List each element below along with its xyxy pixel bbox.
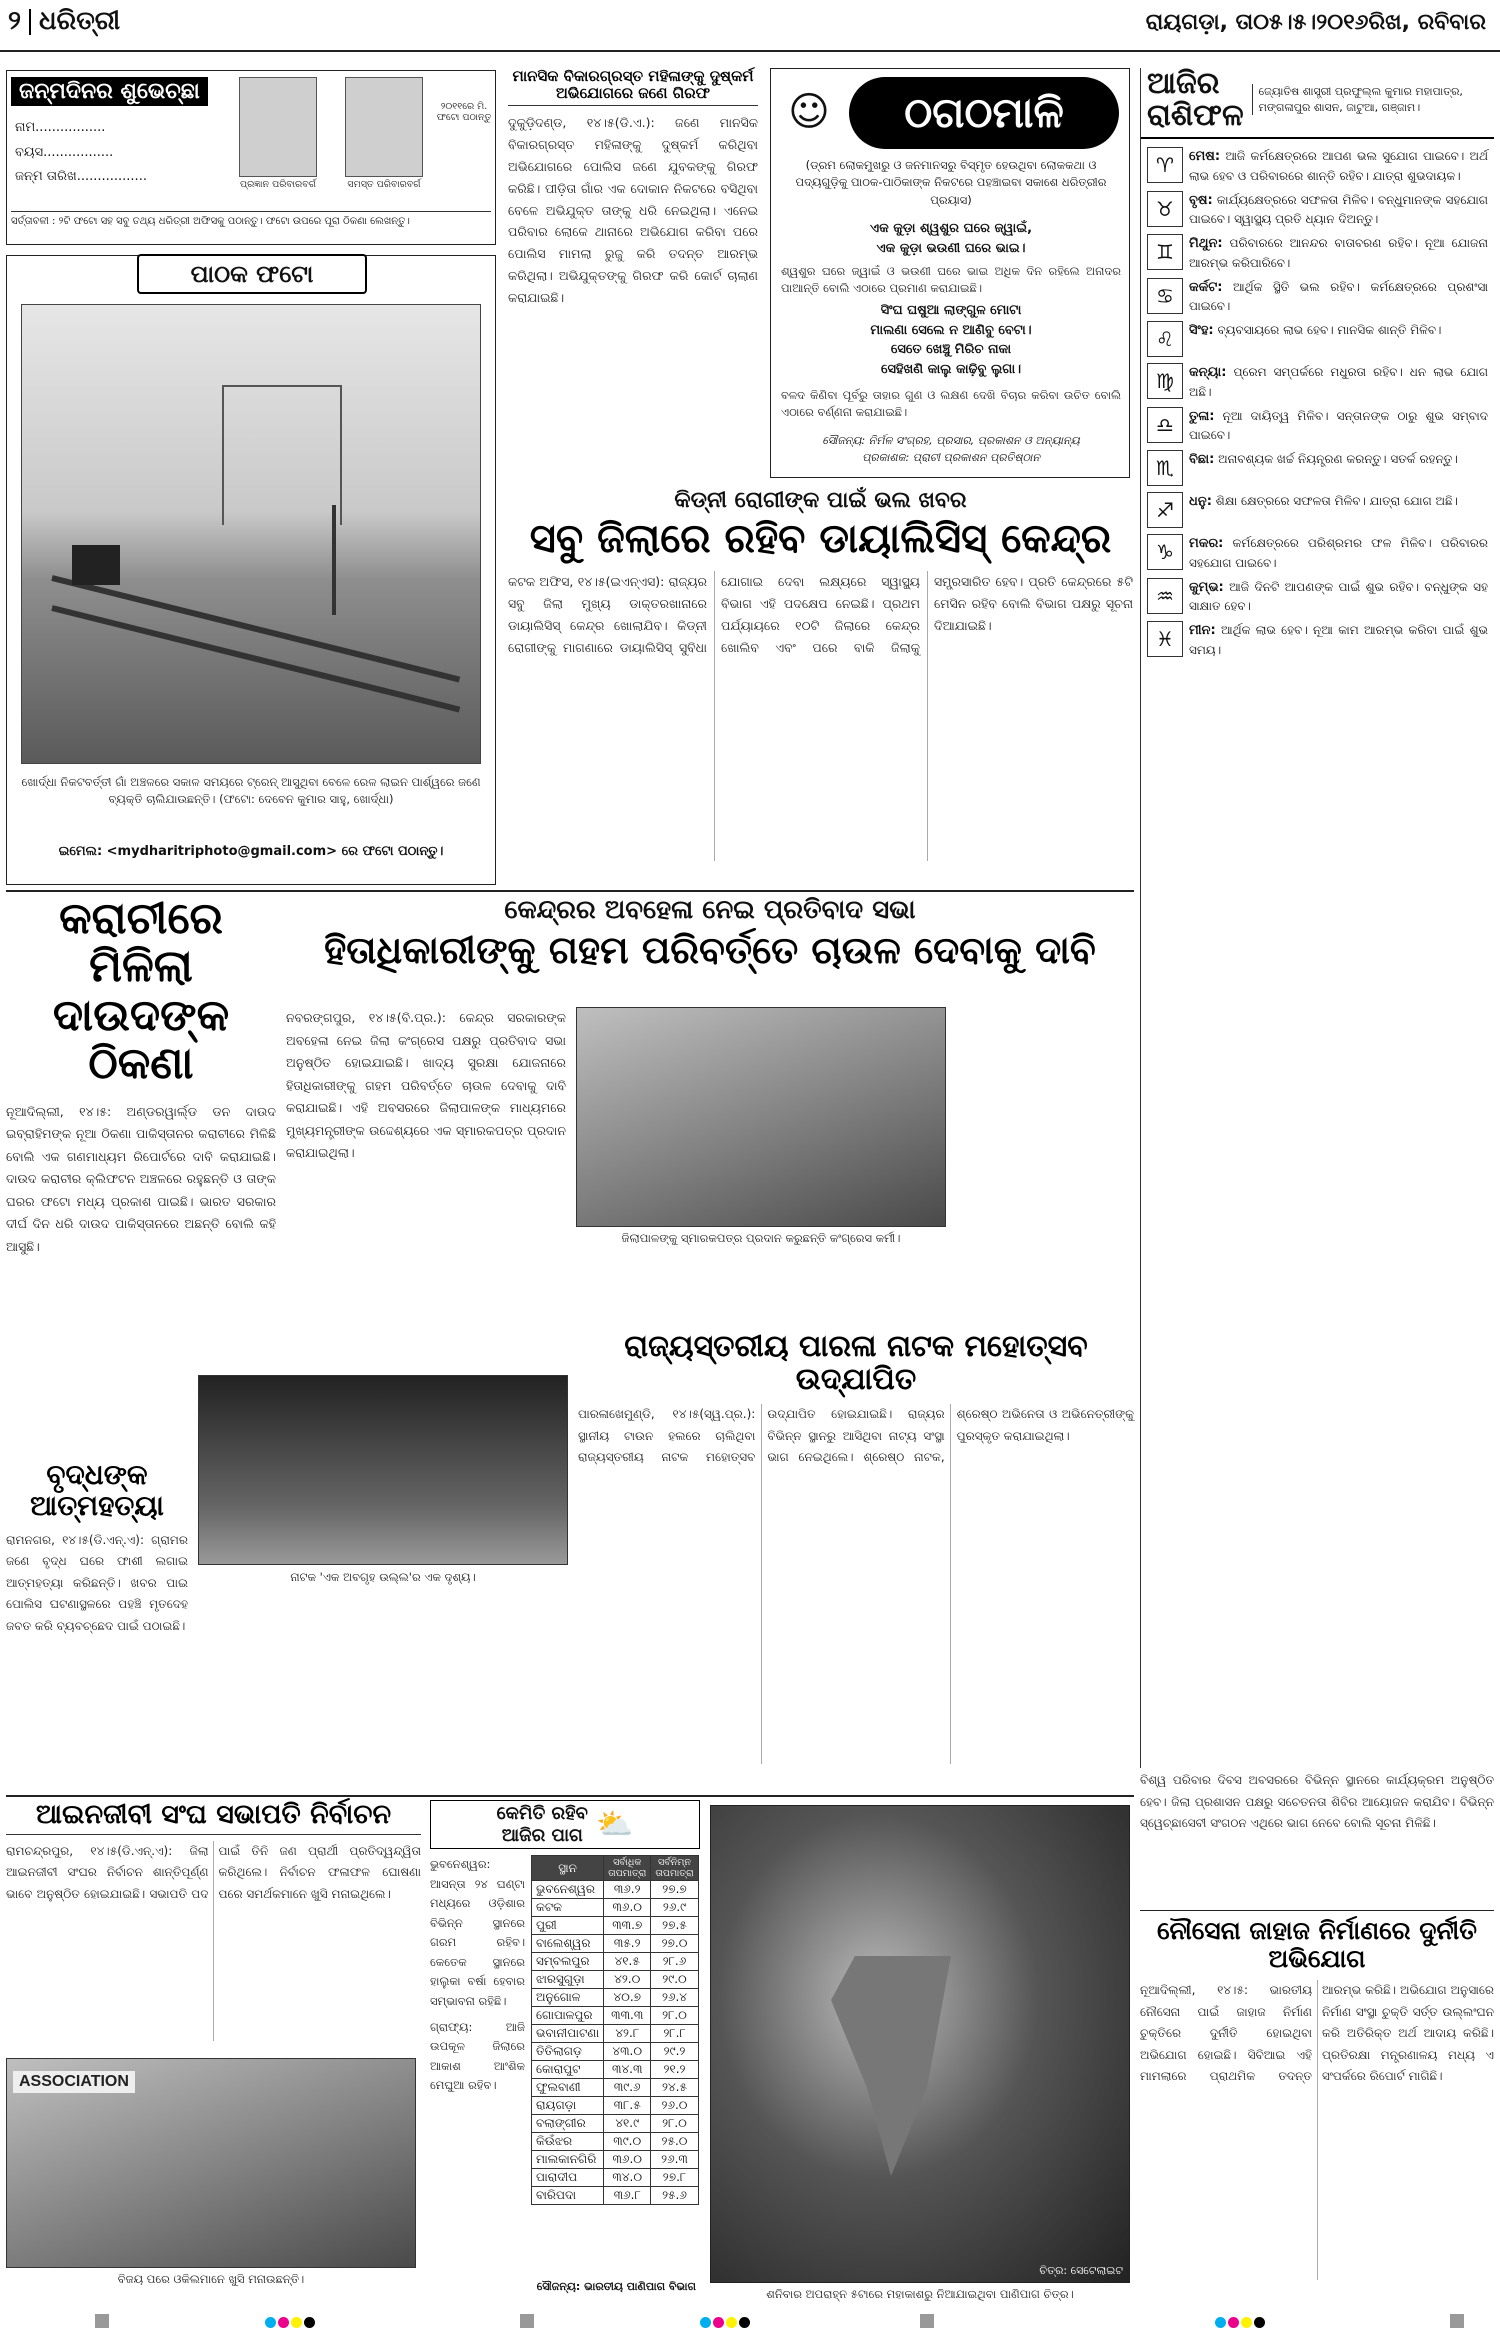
rashi-text: [1189, 147, 1488, 185]
rashi-desc: ଅନାବଶ୍ୟକ ଖର୍ଚ୍ଚ ନିୟନ୍ତ୍ରଣ କରନ୍ତୁ। ସତର୍କ ରହନ୍ତୁ।: [1218, 452, 1458, 466]
suicide-article: [6, 1460, 188, 1790]
rashi-text: [1189, 191, 1488, 229]
verse-1: ଏକ କୁଡ଼ା ଶ୍ୱଶୁର ଘରେ ଜ୍ୱାଇଁ,: [869, 221, 1033, 236]
place-cell: କିଉଁଝର: [532, 2133, 604, 2151]
association-sign: ASSOCIATION: [13, 2071, 135, 2093]
col-min: ସର୍ବନିମ୍ନ ତାପମାତ୍ରା: [651, 1856, 698, 1881]
drama-body: ପାରଳାଖେମୁଣ୍ଡି, ୧୪।୫(ସ୍ୱ.ପ୍ର.): ସ୍ଥାନୀୟ ଟାଉନ ହଲରେ ଚାଲିଥିବା ରାଜ୍ୟସ୍ତରୀୟ ନାଟକ ମହୋତ୍ସବ ଉଦ୍ଯାପିତ ହୋଇଯାଇଛି। ରାଜ୍ୟର ବିଭିନ୍ନ ସ୍ଥାନରୁ ଆସିଥିବା ନାଟ୍ୟ ସଂସ୍ଥା ଭାଗ ନେଇଥିଲେ। ଶ୍ରେଷ୍ଠ ନାଟକ, ଶ୍ରେଷ୍ଠ ଅଭିନେତା ଓ ଅଭିନେତ୍ରୀଙ୍କୁ ପୁରସ୍କୃତ କରାଯାଇଥିଲା।: [578, 1407, 1134, 1465]
max-temp-cell: ୪୦.୭: [604, 1989, 651, 2007]
weather-row: [532, 2043, 699, 2061]
max-temp-cell: ୪୨.୦: [604, 1971, 651, 1989]
min-temp-cell: ୨୮.୮: [651, 2025, 698, 2043]
rashi-name: ତୁଳା:: [1189, 408, 1215, 424]
ram-icon: ♈: [1147, 147, 1183, 183]
weather-source: ସୌଜନ୍ୟ: ଭାରତୀୟ ପାଣିପାଗ ବିଭାଗ: [536, 2280, 696, 2293]
fish-icon: ♓: [1147, 621, 1183, 657]
reg-box-3: [920, 2313, 934, 2332]
archer-icon: ♐: [1147, 492, 1183, 528]
rail-line: [51, 575, 460, 682]
rashi-desc: ପ୍ରେମ ସମ୍ପର୍କରେ ମଧୁରତା ରହିବ। ଧନ ଲାଭ ଯୋଗ ଅଛି।: [1189, 365, 1488, 399]
rail-line-2: [51, 605, 460, 712]
place-cell: ଭବାନୀପାଟଣା: [532, 2025, 604, 2043]
min-temp-cell: ୨୬.୯: [651, 1899, 698, 1917]
drama-photo-caption: ନାଟକ 'ଏକ ଅବଗୃହ ଉଲ୍ଲ'ର ଏକ ଦୃଶ୍ୟ।: [290, 1570, 476, 1584]
weather-title: [497, 1803, 588, 1846]
dateline: ରାୟଗଡ଼ା, ତା୦୫।୫।୨୦୧୬ରିଖ, ରବିବାର: [1145, 10, 1486, 35]
weather-intro-text: ଭୁବନେଶ୍ୱର: ଆସନ୍ତା ୨୪ ଘଣ୍ଟା ମଧ୍ୟରେ ଓଡ଼ିଶାର ବିଭିନ୍ନ ସ୍ଥାନରେ ଗରମ ରହିବ। କେତେକ ସ୍ଥାନରେ ହାଲୁକା ବର୍ଷା ହେବାର ସମ୍ଭାବନା ରହିଛି।: [430, 1857, 525, 2009]
thattamali-body-2: ବଳଦ କିଣିବା ପୂର୍ବରୁ ତାହାର ଗୁଣ ଓ ଲକ୍ଷଣ ଦେଖି ବିଚାର କରିବା ଉଚିତ ବୋଲି ଏଠାରେ ବର୍ଣ୍ଣନା କରାଯାଇଛି।: [781, 388, 1121, 420]
mascot-icon: ☺: [788, 89, 830, 135]
weather-row: [532, 1989, 699, 2007]
rashi-name: ବୃଷ:: [1189, 192, 1213, 208]
rashi-desc: କର୍ମକ୍ଷେତ୍ରରେ ପରିଶ୍ରମର ଫଳ ମିଳିବ। ପରିବାରର ସହଯୋଗ ପାଇବେ।: [1189, 536, 1488, 570]
birthday-field-name: ନାମ.................: [15, 120, 106, 135]
navy-body: ନୂଆଦିଲ୍ଲୀ, ୧୪।୫: ଭାରତୀୟ ନୌସେନା ପାଇଁ ଜାହାଜ ନିର୍ମାଣ ଚୁକ୍ତିରେ ଦୁର୍ନୀତି ହୋଇଥିବା ଅଭିଯୋଗ ହୋଇଛି। ସିବିଆଇ ଏହି ମାମଲାରେ ପ୍ରାଥମିକ ତଦନ୍ତ ଆରମ୍ଭ କରିଛି। ଅଭିଯୋଗ ଅନୁସାରେ ନିର୍ମାଣ ସଂସ୍ଥା ଚୁକ୍ତି ସର୍ତ୍ତ ଉଲ୍ଲଂଘନ କରି ଅତିରିକ୍ତ ଅର୍ଥ ଆଦାୟ କରିଛି। ପ୍ରତିରକ୍ଷା ମନ୍ତ୍ରଣାଳୟ ମଧ୍ୟ ଏ ସଂପର୍କରେ ରିପୋର୍ଟ ମାଗିଛି।: [1140, 1983, 1494, 2084]
misc-news: ବିଶ୍ୱ ପରିବାର ଦିବସ ଅବସରରେ ବିଭିନ୍ନ ସ୍ଥାନରେ କାର୍ଯ୍ୟକ୍ରମ ଅନୁଷ୍ଠିତ ହେବ। ଜିଲା ପ୍ରଶାସନ ପକ୍ଷରୁ ସଚେତନତା ଶିବିର ଆୟୋଜନ କରାଯିବ। ବିଭିନ୍ନ ସ୍ୱେଚ୍ଛାସେବୀ ସଂଗଠନ ଏଥିରେ ଭାଗ ନେବେ ବୋଲି ସୂଚନା ମିଳିଛି।: [1140, 1773, 1494, 1831]
rashi-desc: ପରିବାରରେ ଆନନ୍ଦର ବାତାବରଣ ରହିବ। ନୂଆ ଯୋଜନା ଆରମ୍ଭ କରିପାରିବେ।: [1189, 236, 1488, 270]
rashi-item: [1147, 191, 1488, 229]
place-cell: ମାଲକାନଗିରି: [532, 2151, 604, 2169]
max-temp-cell: ୪୩.୦: [604, 2043, 651, 2061]
header-rule: [0, 50, 1500, 52]
rashi-item: [1147, 534, 1488, 572]
rashi-desc: ଶିକ୍ଷା କ୍ଷେତ୍ରରେ ସଫଳତା ମିଳିବ। ଯାତ୍ରା ଯୋଗ ଅଛି।: [1215, 494, 1458, 508]
birthday-title: ଜନ୍ମଦିନର ଶୁଭେଚ୍ଛା: [11, 77, 208, 106]
rashi-text: [1189, 234, 1488, 272]
dialysis-article: [508, 488, 1133, 888]
place-cell: ତିତିଲାଗଡ଼: [532, 2043, 604, 2061]
place-cell: ରାୟଗଡ଼ା: [532, 2097, 604, 2115]
rashi-item: [1147, 621, 1488, 659]
lion-icon: ♌: [1147, 321, 1183, 357]
verse-3: ସିଂଘ ଘଷୁଆ ଲାଙ୍ଗୁଳ ମୋଟା: [880, 303, 1022, 318]
scorpion-icon: ♏: [1147, 450, 1183, 486]
kid-caption-2: ସମସ୍ତ ପରିବାରବର୍ଗ: [347, 179, 421, 190]
thattamali-box: [770, 68, 1130, 478]
max-temp-cell: ୩୪.୩: [604, 2061, 651, 2079]
min-temp-cell: ୨୪.୫: [651, 2079, 698, 2097]
reg-box-4: [1450, 2313, 1464, 2332]
rashiphala-header: [1141, 68, 1494, 139]
scales-icon: ♎: [1147, 407, 1183, 443]
lawyers-body: ରାମଚନ୍ଦ୍ରପୁର, ୧୪।୫(ଡି.ଏନ୍.ଏ): ଜିଲା ଆଇନଜୀବୀ ସଂଘର ନିର୍ବାଚନ ଶାନ୍ତିପୂର୍ଣ୍ଣ ଭାବେ ଅନୁଷ୍ଠିତ ହୋଇଯାଇଛି। ସଭାପତି ପଦ ପାଇଁ ତିନି ଜଣ ପ୍ରାର୍ଥୀ ପ୍ରତିଦ୍ୱନ୍ଦ୍ୱିତା କରିଥିଲେ। ନିର୍ବାଚନ ଫଳାଫଳ ଘୋଷଣା ପରେ ସମର୍ଥକମାନେ ଖୁସି ମନାଇଥିଲେ।: [6, 1843, 421, 1901]
rashi-text: [1189, 321, 1441, 357]
registration-marks: [0, 2311, 1500, 2331]
min-temp-cell: ୨୫.୬: [651, 2187, 698, 2205]
rashi-item: [1147, 407, 1488, 445]
satellite-image: [710, 1805, 1130, 2283]
weather-row: [532, 2187, 699, 2205]
weather-table: [531, 1855, 699, 2205]
weather-row: [532, 1917, 699, 1935]
rashi-text: [1189, 407, 1488, 445]
verse-5: ସେତେ ଖେଞ୍ଚୁ ମିରିଚ ନାକା: [890, 342, 1012, 357]
tower: [222, 385, 342, 525]
reg-box-1: [95, 2313, 109, 2332]
rashi-name: କର୍କଟ:: [1189, 279, 1223, 295]
kid-caption-3: ୨୦୧୧ରେ ମି. ଫଟୋ ପଠାନ୍ତୁ: [436, 101, 492, 123]
max-temp-cell: ୪୧.୯: [604, 2115, 651, 2133]
weather-row: [532, 2061, 699, 2079]
rashi-name: ମିଥୁନ:: [1189, 236, 1223, 251]
rule-mid-1: [6, 890, 1134, 892]
pathak-photo-title: ପାଠକ ଫଟୋ: [137, 254, 367, 294]
thattamali-verse-a: [781, 219, 1121, 258]
rashi-item: [1147, 363, 1488, 401]
rashiphala-title-2: ରାଶିଫଳ: [1147, 97, 1244, 133]
rashi-item: [1147, 278, 1488, 316]
rashi-desc: ଆଜି ଦିନଟି ଆପଣଙ୍କ ପାଇଁ ଶୁଭ ରହିବ। ବନ୍ଧୁଙ୍କ ସହ ସାକ୍ଷାତ ହେବ।: [1189, 579, 1488, 613]
mental-body: ଦୁକୁଡ଼ିଦଣ୍ଡ, ୧୪।୫(ଡି.ଏ.): ଜଣେ ମାନସିକ ବିକାରଗ୍ରସ୍ତ ମହିଳାଙ୍କୁ ଦୁଷ୍କର୍ମ କରିଥିବା ଅଭିଯୋଗରେ ପୋଲିସ ଜଣେ ଯୁବକଙ୍କୁ ଗିରଫ କରିଛି। ପୀଡ଼ିତା ଗାଁର ଏକ ଦୋକାନ ନିକଟରେ ବସିଥିବା ବେଳେ ଅଭିଯୁକ୍ତ ତାଙ୍କୁ ଧରି ନେଇଥିଲା। ଏନେଇ ପରିବାର ଲୋକେ ଥାନାରେ ଅଭିଯୋଗ କରିବା ପରେ ପୋଲିସ ମାମଲା ରୁଜୁ କରି ତଦନ୍ତ ଆରମ୍ଭ କରିଥିଲା। ଅଭିଯୁକ୍ତଙ୍କୁ ଗିରଫ କରି କୋର୍ଟ ଚାଲାଣ କରାଯାଇଛି।: [508, 115, 758, 305]
crab-icon: ♋: [1147, 278, 1183, 314]
suicide-body: ରାମନଗର, ୧୪।୫(ଡି.ଏନ୍.ଏ): ଗ୍ରାମର ଜଣେ ବୃଦ୍ଧ ଘରେ ଫାଶୀ ଲଗାଇ ଆତ୍ମହତ୍ୟା କରିଛନ୍ତି। ଖବର ପାଇ ପୋଲିସ ଘଟଣାସ୍ଥଳରେ ପହଞ୍ଚି ମୃତଦେହ ଜବତ କରି ବ୍ୟବଚ୍ଛେଦ ପାଇଁ ପଠାଇଛି।: [6, 1532, 188, 1633]
rashi-name: ମକର:: [1189, 536, 1224, 551]
rashi-item: [1147, 578, 1488, 616]
kid-photo-2: [345, 77, 423, 177]
place-cell: ଅନୁଗୋଳ: [532, 1989, 604, 2007]
place-cell: ସମ୍ବଲପୁର: [532, 1953, 604, 1971]
max-temp-cell: ୩୩.୩: [604, 2007, 651, 2025]
weather-row: [532, 2025, 699, 2043]
max-temp-cell: ୩୫.୨: [604, 1935, 651, 1953]
twins-icon: ♊: [1147, 234, 1183, 270]
karachi-headline: [6, 895, 276, 1089]
rashi-desc: କାର୍ଯ୍ୟକ୍ଷେତ୍ରରେ ସଫଳତା ମିଳିବ। ବନ୍ଧୁମାନଙ୍କ ସହଯୋଗ ପାଇବେ। ସ୍ୱାସ୍ଥ୍ୟ ପ୍ରତି ଧ୍ୟାନ ଦିଅନ୍ତୁ।: [1189, 192, 1488, 226]
place-cell: ବାଲେଶ୍ୱର: [532, 1935, 604, 1953]
place-cell: ଫୁଲବାଣୀ: [532, 2079, 604, 2097]
col-place: ସ୍ଥାନ: [532, 1856, 604, 1881]
max-temp-cell: ୪୨.୮: [604, 2025, 651, 2043]
rashi-desc: ଆଜି କର୍ମକ୍ଷେତ୍ରରେ ଆପଣ ଭଲ ସୁଯୋଗ ପାଇବେ। ଅର୍ଥ ଲାଭ ହେବ ଓ ପରିବାରରେ ଶାନ୍ତି ରହିବ। ଯାତ୍ରା ଶୁଭଦାୟକ।: [1189, 149, 1488, 183]
lawyers-article: [6, 1800, 421, 2300]
navy-article: [1140, 1910, 1494, 2300]
sun-cloud-icon: ⛅: [595, 1807, 634, 1843]
dialysis-body: କଟକ ଅଫିସ, ୧୪।୫(ଇଏନ୍ଏସ): ରାଜ୍ୟର ସବୁ ଜିଲା ମୁଖ୍ୟ ଡାକ୍ତରଖାନାରେ ଡାୟାଲିସିସ୍ କେନ୍ଦ୍ର ଖୋଲାଯିବ। କିଡ୍ନୀ ରୋଗୀଙ୍କୁ ମାଗଣାରେ ଡାୟାଲିସିସ୍ ସୁବିଧା ଯୋଗାଇ ଦେବା ଲକ୍ଷ୍ୟରେ ସ୍ୱାସ୍ଥ୍ୟ ବିଭାଗ ଏହି ପଦକ୍ଷେପ ନେଇଛି। ପ୍ରଥମ ପର୍ଯ୍ୟାୟରେ ୧୦ଟି ଜିଲାରେ କେନ୍ଦ୍ର ଖୋଲିବ ଏବଂ ପରେ ବାକି ଜିଲାକୁ ସମ୍ପ୍ରସାରିତ ହେବ। ପ୍ରତି କେନ୍ଦ୍ରରେ ୫ଟି ମେସିନ ରହିବ ବୋଲି ବିଭାଗ ପକ୍ଷରୁ ସୂଚନା ଦିଆଯାଇଛି।: [508, 574, 1133, 655]
virgo-icon: ♍: [1147, 363, 1183, 399]
verse-6: ସେହିଖଣି କାଲୁ କାଢ଼ିବୁ ଲୁଗା।: [880, 361, 1022, 377]
rashi-text: [1189, 621, 1488, 659]
thattamali-body: ଶ୍ୱଶୁର ଘରେ ଜ୍ୱାଇଁ ଓ ଭଉଣୀ ଘରେ ଭାଇ ଅଧିକ ଦିନ ରହିଲେ ଅନାଦର ପାଆନ୍ତି ବୋଲି ଏଠାରେ ପ୍ରମାଣ କରାଯାଇଛି।: [781, 264, 1121, 296]
bull-icon: ♉: [1147, 191, 1183, 227]
weather-row: [532, 2007, 699, 2025]
birthday-box: [6, 70, 496, 245]
page-number: ୨: [8, 6, 21, 36]
drama-photo: [198, 1375, 568, 1565]
rashiphala-title: [1147, 68, 1244, 131]
rashi-desc: ଆର୍ଥିକ ସ୍ଥିତି ଭଲ ରହିବ। କର୍ମକ୍ଷେତ୍ରରେ ପ୍ରଶଂସା ପାଇବେ।: [1189, 279, 1488, 313]
weather-row: [532, 2115, 699, 2133]
protest-article: [286, 895, 1134, 1295]
rashi-name: କୁମ୍ଭ:: [1189, 579, 1224, 595]
min-temp-cell: ୨୬.୦: [651, 2097, 698, 2115]
reg-box-2: [520, 2313, 534, 2332]
dialysis-kicker: କିଡ୍ନୀ ରୋଗୀଙ୍କ ପାଇଁ ଭଲ ଖବର: [674, 488, 967, 513]
weather-title-1: କେମିତି ରହିବ: [496, 1803, 588, 1824]
rashi-item: [1147, 492, 1488, 528]
thattamali-title: ଠଗଠମାଳି: [849, 77, 1119, 149]
pathak-email-line: ଇମେଲ: <mydharitriphoto@gmail.com> ରେ ଫଟୋ ପଠାନ୍ତୁ।: [58, 844, 444, 859]
rule-mid-2: [6, 1795, 1134, 1797]
max-temp-cell: ୪୧.୫: [604, 1953, 651, 1971]
rashi-name: ସିଂହ:: [1189, 323, 1214, 338]
kid-photo-1: [239, 77, 317, 177]
train-engine: [72, 545, 120, 585]
reg-dots-2: [700, 2313, 752, 2332]
place-cell: ପୁରୀ: [532, 1917, 604, 1935]
rashi-text: [1189, 278, 1488, 316]
min-temp-cell: ୨୮.୦: [651, 2115, 698, 2133]
min-temp-cell: ୨୫.୦: [651, 2133, 698, 2151]
karachi-headline-2: ଦାଉଦଙ୍କ ଠିକଣା: [52, 989, 230, 1090]
rashi-name: ମୀନ:: [1189, 623, 1216, 638]
rashi-text: [1189, 578, 1488, 616]
rashi-text: [1189, 450, 1458, 486]
weather-row: [532, 2097, 699, 2115]
place-cell: କଟକ: [532, 1899, 604, 1917]
rashi-desc: ନୂଆ ଦାୟିତ୍ୱ ମିଳିବ। ସନ୍ତାନଙ୍କ ଠାରୁ ଶୁଭ ସମ୍ବାଦ ପାଇବେ।: [1189, 408, 1488, 442]
lawyers-photo: [6, 2058, 416, 2268]
rashi-item: [1147, 450, 1488, 486]
weather-box: [430, 1800, 700, 2300]
max-temp-cell: ୩୬.୦: [604, 2151, 651, 2169]
weather-row: [532, 1971, 699, 1989]
place-cell: ଗୋପାଳପୁର: [532, 2007, 604, 2025]
suicide-headline-2: ଆତ୍ମହତ୍ୟା: [30, 1488, 164, 1522]
verse-2: ଏକ କୁଡ଼ା ଭଉଣୀ ଘରେ ଭାଇ।: [876, 240, 1026, 256]
protest-photo: [576, 1007, 946, 1227]
rashi-list: [1141, 139, 1494, 659]
min-temp-cell: ୨୬.୪: [651, 1989, 698, 2007]
min-temp-cell: ୨୯.୨: [651, 2043, 698, 2061]
max-temp-cell: ୩୯.୬: [604, 2079, 651, 2097]
max-temp-cell: ୩୩.୭: [604, 1917, 651, 1935]
weather-row: [532, 2079, 699, 2097]
train-photo: [21, 304, 481, 764]
place-cell: ପାରାଦୀପ: [532, 2169, 604, 2187]
satellite-caption: ଶନିବାର ଅପରାହ୍ନ ୫ଟାରେ ମହାକାଶରୁ ନିଆଯାଇଥିବା ପାଣିପାଗ ଚିତ୍ର।: [766, 2287, 1074, 2301]
thattamali-credits: [781, 433, 1121, 466]
india-landmass: [831, 1956, 951, 2176]
weather-row: [532, 1935, 699, 1953]
weather-row: [532, 2169, 699, 2187]
capricorn-icon: ♑: [1147, 534, 1183, 570]
rashi-text: [1189, 492, 1458, 528]
max-temp-cell: ୩୬.୦: [604, 1899, 651, 1917]
rashi-name: ବିଛା:: [1189, 452, 1215, 467]
protest-photo-caption: ଜିଲାପାଳଙ୍କୁ ସ୍ମାରକପତ୍ର ପ୍ରଦାନ କରୁଛନ୍ତି କଂଗ୍ରେସ କର୍ମୀ।: [621, 1231, 901, 1245]
birthday-fields: [15, 116, 147, 190]
thattamali-intro: (ଡ୍ରମ ଲୋକମୁଖରୁ ଓ ଜନମାନସରୁ ବିସ୍ମୃତ ହେଉଥିବା ଲୋକକଥା ଓ ପଦ୍ୟଗୁଡ଼ିକୁ ପାଠକ-ପାଠିକାଙ୍କ ନିକଟରେ ପହଞ୍ଚାଇବା ସକାଶେ ଧରିତ୍ରୀର ପ୍ରୟାସ): [795, 158, 1107, 207]
weather-title-2: ଆଜିର ପାଗ: [501, 1824, 583, 1846]
weather-row: [532, 1881, 699, 1899]
karachi-body: ନୂଆଦିଲ୍ଲୀ, ୧୪।୫: ଅଣ୍ଡରୱାର୍ଲ୍ଡ ଡନ ଦାଉଦ ଇବ୍ରାହିମଙ୍କ ନୂଆ ଠିକଣା ପାକିସ୍ତାନର କରାଚୀରେ ମିଳିଛି ବୋଲି ଏକ ଗଣମାଧ୍ୟମ ରିପୋର୍ଟରେ ଦାବି କରାଯାଇଛି। ଦାଉଦ କରାଚୀର କ୍ଲିଫଟନ ଅଞ୍ଚଳରେ ରହୁଛନ୍ତି ଓ ତାଙ୍କ ଘରର ଫଟୋ ମଧ୍ୟ ପ୍ରକାଶ ପାଇଛି। ଭାରତ ସରକାର ଦୀର୍ଘ ଦିନ ଧରି ଦାଉଦ ପାକିସ୍ତାନରେ ଅଛନ୍ତି ବୋଲି କହି ଆସୁଛି।: [6, 1103, 276, 1254]
pathak-photo-box: [6, 255, 496, 885]
page-number-block: [8, 6, 120, 37]
rashiphala-title-1: ଆଜିର: [1147, 66, 1220, 101]
min-temp-cell: ୨୬.୩: [651, 2151, 698, 2169]
rashi-name: ମେଷ:: [1189, 149, 1221, 164]
place-cell: ବାରିପଦା: [532, 2187, 604, 2205]
reg-dots-1: [265, 2313, 317, 2332]
kid-caption-1: ପ୍ରଜ୍ଞାନ ପରିବାରବର୍ଗ: [239, 179, 317, 190]
rashi-desc: ଆର୍ଥିକ ଲାଭ ହେବ। ନୂଆ କାମ ଆରମ୍ଭ କରିବା ପାଇଁ ଶୁଭ ସମୟ।: [1189, 623, 1488, 657]
suicide-headline-1: ବୃଦ୍ଧଙ୍କ: [46, 1458, 148, 1491]
paper-name: ଧରିତ୍ରୀ: [38, 6, 121, 36]
birthday-field-date: ଜନ୍ମ ତାରିଖ.................: [15, 169, 147, 185]
rashi-desc: ବ୍ୟବସାୟରେ ଲାଭ ହେବ। ମାନସିକ ଶାନ୍ତି ମିଳିବ।: [1217, 323, 1442, 337]
weather-header: [430, 1800, 700, 1849]
birthday-field-age: ବୟସ.................: [15, 144, 114, 160]
weather-row: [532, 1899, 699, 1917]
min-temp-cell: ୨୮.୦: [651, 2007, 698, 2025]
min-temp-cell: ୨୭.୮: [651, 2169, 698, 2187]
aquarius-icon: ♒: [1147, 578, 1183, 614]
min-temp-cell: ୨୭.୭: [651, 1881, 698, 1899]
rashi-item: [1147, 147, 1488, 185]
min-temp-cell: ୨୧.୨: [651, 2061, 698, 2079]
thattamali-verse-b: [781, 301, 1121, 379]
karachi-headline-1: କରାଚୀରେ ମିଳିଲା: [59, 893, 223, 993]
rashi-item: [1147, 234, 1488, 272]
place-cell: କୋରାପୁଟ: [532, 2061, 604, 2079]
drama-article: [578, 1330, 1134, 1790]
drama-headline: ରାଜ୍ୟସ୍ତରୀୟ ପାରଳା ନାଟକ ମହୋତ୍ସବ ଉଦ୍ଯାପିତ: [624, 1329, 1088, 1397]
dialysis-headline: ସବୁ ଜିଲାରେ ରହିବ ଡାୟାଲିସିସ୍ କେନ୍ଦ୍ର: [529, 516, 1112, 562]
rashi-item: [1147, 321, 1488, 357]
max-temp-cell: ୩୮.୫: [604, 2097, 651, 2115]
place-cell: ବଲାଙ୍ଗୀର: [532, 2115, 604, 2133]
astrologer-credit: ଜ୍ୟୋତିଷ ଶାସ୍ତ୍ରୀ ପ୍ରଫୁଲ୍ଲ କୁମାର ମହାପାତ୍ର, ମଙ୍ଗଳାପୁର ଶାସନ, ଜାଟୁଆ, ଗଞ୍ଜାମ।: [1252, 84, 1488, 115]
birthday-note: ସର୍ତ୍ତାବଳୀ : ୨ଟି ଫଟୋ ସହ ସବୁ ତଥ୍ୟ ଧରିତ୍ରୀ ଅଫିସକୁ ପଠାନ୍ତୁ। ଫଟୋ ଉପରେ ପୂରା ଠିକଣା ଲେଖନ୍ତୁ।: [11, 211, 491, 229]
max-temp-cell: ୩୪.୦: [604, 2169, 651, 2187]
weather-rows: [532, 1881, 699, 2205]
weather-body: [430, 1855, 700, 2205]
rashi-name: କନ୍ୟା:: [1189, 365, 1227, 380]
reg-dots-3: [1215, 2313, 1267, 2332]
weather-intro: [430, 1855, 525, 2205]
mental-headline: ମାନସିକ ବିକାରଗ୍ରସ୍ତ ମହିଳାଙ୍କୁ ଦୁଷ୍କର୍ମ ଅଭିଯୋଗରେ ଜଣେ ଗିରଫ: [508, 68, 758, 106]
max-temp-cell: ୩୬.୮: [604, 2187, 651, 2205]
weather-row: [532, 1953, 699, 1971]
karachi-article: [6, 895, 276, 1455]
satellite-img-credit: ଚିତ୍ର: ସେଟେଲାଇଟ: [1039, 2264, 1123, 2277]
min-temp-cell: ୨୭.୦: [651, 1935, 698, 1953]
min-temp-cell: ୨୯.୦: [651, 1971, 698, 1989]
protest-headline: ହିତାଧିକାରୀଙ୍କୁ ଗହମ ପରିବର୍ତ୍ତେ ଚାଉଳ ଦେବାକୁ ଦାବି: [324, 928, 1096, 972]
page-header: [0, 0, 1500, 52]
navy-headline: ନୌସେନା ଜାହାଜ ନିର୍ମାଣରେ ଦୁର୍ନୀତି ଅଭିଯୋଗ: [1156, 1916, 1478, 1973]
protest-kicker: କେନ୍ଦ୍ରର ଅବହେଳା ନେଇ ପ୍ରତିବାଦ ସଭା: [504, 895, 916, 925]
suicide-headline: [6, 1460, 188, 1522]
max-temp-cell: ୩୯.୦: [604, 2133, 651, 2151]
weather-row: [532, 2151, 699, 2169]
col-max: ସର୍ବାଧିକ ତାପମାତ୍ରା: [604, 1856, 651, 1881]
place-cell: ଝାରସୁଗୁଡ଼ା: [532, 1971, 604, 1989]
weather-row: [532, 2133, 699, 2151]
rashiphala-column: [1140, 68, 1494, 1768]
weather-section-2: ଗ୍ରାଫ୍ୟ: ଆଜି ଉପକୂଳ ଜିଲାରେ ଆକାଶ ଆଂଶିକ ମେଘୁଆ ରହିବ।: [430, 2019, 525, 2093]
protest-body: ନବରଙ୍ଗପୁର, ୧୪।୫(ବି.ପ୍ର.): କେନ୍ଦ୍ର ସରକାରଙ୍କ ଅବହେଳା ନେଇ ଜିଲା କଂଗ୍ରେସ ପକ୍ଷରୁ ପ୍ରତିବାଦ ସଭା ଅନୁଷ୍ଠିତ ହୋଇଯାଇଛି। ଖାଦ୍ୟ ସୁରକ୍ଷା ଯୋଜନାରେ ହିତାଧିକାରୀଙ୍କୁ ଗହମ ପରିବର୍ତ୍ତେ ଚାଉଳ ଦେବାକୁ ଦାବି କରାଯାଇଛି। ଏହି ଅବସରରେ ଜିଲାପାଳଙ୍କ ମାଧ୍ୟମରେ ମୁଖ୍ୟମନ୍ତ୍ରୀଙ୍କ ଉଦ୍ଦେଶ୍ୟରେ ଏକ ସ୍ମାରକପତ୍ର ପ୍ରଦାନ କରାଯାଇଥିଲା।: [286, 1010, 566, 1160]
place-cell: ଭୁବନେଶ୍ୱର: [532, 1881, 604, 1899]
rashi-text: [1189, 534, 1488, 572]
rashi-text: [1189, 363, 1488, 401]
lawyers-headline: ଆଇନଜୀବୀ ସଂଘ ସଭାପତି ନିର୍ବାଚନ: [6, 1800, 421, 1835]
rashi-name: ଧନୁ:: [1189, 494, 1212, 509]
min-temp-cell: ୨୭.୫: [651, 1917, 698, 1935]
pathak-caption: ଖୋର୍ଦ୍ଧା ନିକଟବର୍ତ୍ତୀ ଗାଁ ଅଞ୍ଚଳରେ ସକାଳ ସମୟରେ ଟ୍ରେନ୍ ଆସୁଥିବା ବେଳେ ରେଳ ଲାଇନ ପାର୍ଶ୍ୱରେ ଜଣେ ବ୍ୟକ୍ତି ଚାଲିଯାଉଛନ୍ତି। (ଫଟୋ: ଦେବେନ କୁମାର ସାହୁ, ଖୋର୍ଦ୍ଧା): [21, 775, 481, 807]
min-temp-cell: ୨୮.୬: [651, 1953, 698, 1971]
mental-article: [508, 68, 758, 373]
credit-2: ପ୍ରକାଶକ: ପ୍ରାଚୀ ପ୍ରକାଶନ ପ୍ରତିଷ୍ଠାନ: [862, 450, 1040, 464]
max-temp-cell: ୩୬.୨: [604, 1881, 651, 1899]
credit-1: ସୌଜନ୍ୟ: ନିର୍ମଳ ସଂଗ୍ରହ, ପ୍ରସାର, ପ୍ରକାଶନ ଓ ଅନ୍ୟାନ୍ୟ: [822, 434, 1080, 447]
lawyers-photo-caption: ବିଜୟ ପରେ ଓକିଲମାନେ ଖୁସି ମନାଉଛନ୍ତି।: [117, 2272, 305, 2286]
verse-4: ମାଲଣା ସେଲେ ନ ଆଣିବୁ ବେଟା।: [870, 322, 1032, 338]
